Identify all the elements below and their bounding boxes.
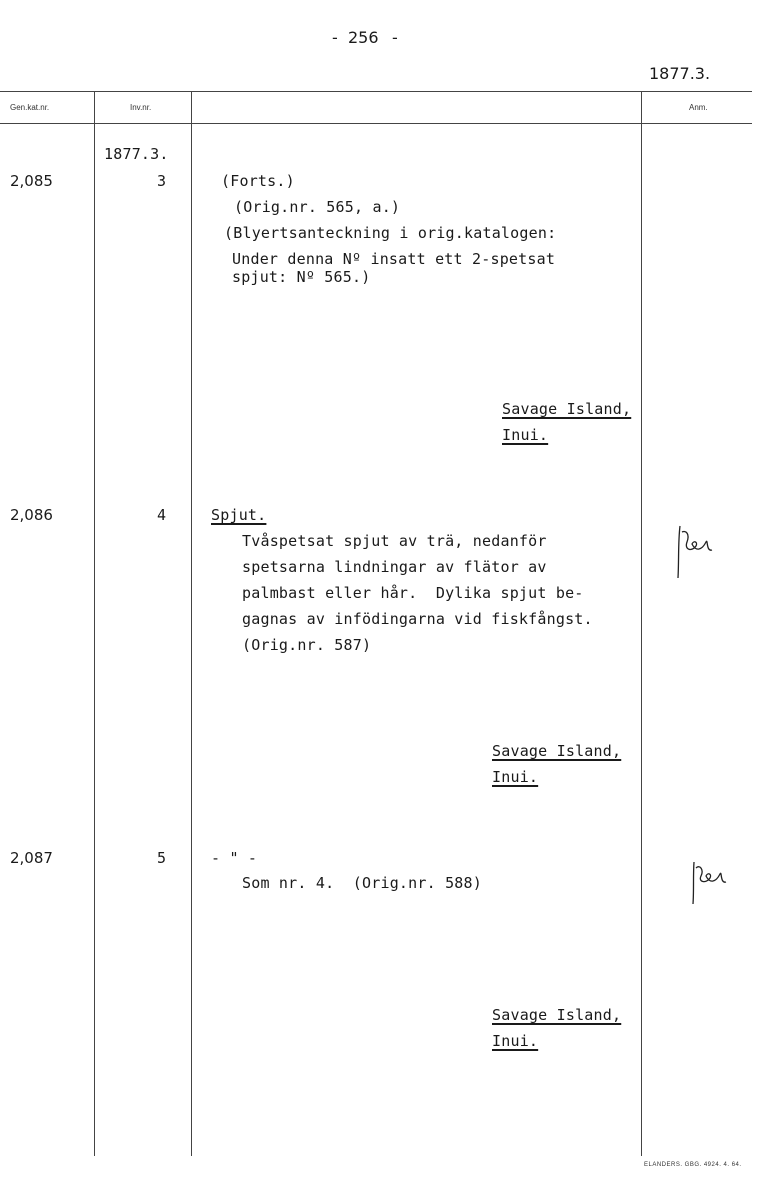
gen-number: 2,086 [10,506,53,524]
entry-line: palmbast eller hår. Dylika spjut be- [242,584,584,602]
col-divider-1 [94,91,95,1156]
people-name: Inui. [492,768,539,786]
entry-line: spetsarna lindningar av flätor av [242,558,547,576]
col-header-inv: Inv.nr. [130,103,152,112]
inv-number: 3 [157,172,167,190]
ditto-mark: - " - [211,849,258,867]
entry-line: (Blyertsanteckning i orig.katalogen: [224,224,557,242]
batch-label: 1877.3. [104,145,169,163]
foto-signature-mark [688,858,738,908]
inv-number: 5 [157,849,167,867]
foto-signature-mark [672,522,722,582]
entry-line: gagnas av infödingarna vid fiskfångst. [242,610,593,628]
col-divider-2 [191,91,192,1156]
place-name: Savage Island, [492,1006,622,1024]
place-name: Savage Island, [492,742,622,760]
entry-line: Tvåspetsat spjut av trä, nedanför [242,532,547,550]
col-header-anm: Anm. [689,103,708,112]
entry-line: Som nr. 4. (Orig.nr. 588) [242,874,482,892]
place-name: Savage Island, [502,400,632,418]
col-header-gen: Gen.kat.nr. [10,103,50,112]
entry-line: (Forts.) [221,172,295,190]
entry-line: (Orig.nr. 587) [242,636,372,654]
people-name: Inui. [492,1032,539,1050]
header-top-rule [0,91,752,92]
entry-line: Under denna Nº insatt ett 2-spetsat [232,250,556,268]
gen-number: 2,085 [10,172,53,190]
entry-title: Spjut. [211,506,267,524]
printer-imprint: ELANDERS. GBG. 4924. 4. 64. [644,1162,742,1168]
inv-number: 4 [157,506,167,524]
header-ref: 1877.3. [649,64,711,83]
people-name: Inui. [502,426,549,444]
page-number-prefix: - [332,28,338,47]
gen-number: 2,087 [10,849,53,867]
page-number: 256 [348,28,379,47]
entry-line: (Orig.nr. 565, a.) [234,198,401,216]
header-bottom-rule [0,123,752,124]
page-number-suffix: - [392,28,398,47]
col-divider-3 [641,91,642,1156]
entry-line: spjut: Nº 565.) [232,268,371,286]
